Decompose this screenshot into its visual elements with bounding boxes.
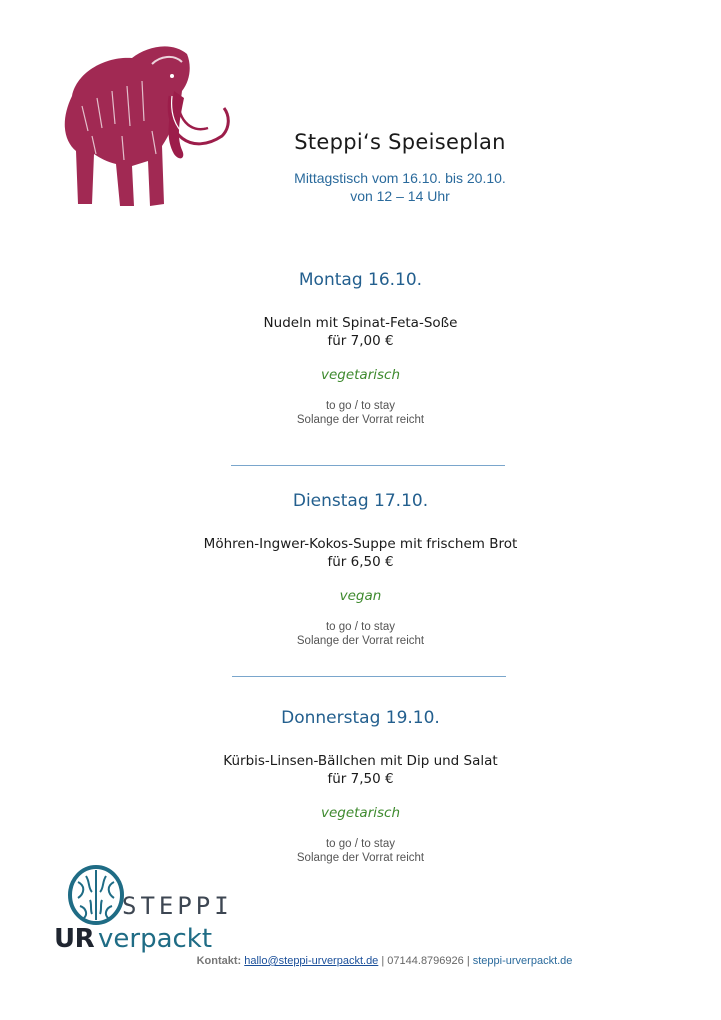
diet-label: vegetarisch xyxy=(320,367,401,383)
logo-text-steppi: STEPPI xyxy=(122,892,233,920)
day-title: Dienstag 17.10. xyxy=(292,491,429,511)
service-note: to go / to stay xyxy=(325,838,396,850)
availability-note: Solange der Vorrat reicht xyxy=(296,852,425,864)
logo-text-verpackt: verpackt xyxy=(98,924,213,954)
availability-note: Solange der Vorrat reicht xyxy=(296,414,425,426)
day-title: Montag 16.10. xyxy=(298,270,423,290)
dish-price: für 7,00 € xyxy=(327,333,394,349)
contact-phone: 07144.8796926 xyxy=(387,955,464,967)
availability-note: Solange der Vorrat reicht xyxy=(296,635,425,647)
contact-footer xyxy=(0,955,721,967)
website-link[interactable]: steppi-urverpackt.de xyxy=(472,955,573,967)
service-note: to go / to stay xyxy=(325,400,396,412)
day-title: Donnerstag 19.10. xyxy=(281,708,440,728)
logo-text-ur: UR xyxy=(54,924,95,954)
section-divider xyxy=(232,676,506,677)
footer-separator: | xyxy=(463,955,473,967)
diet-label: vegan xyxy=(339,588,382,604)
subtitle-hours: von 12 – 14 Uhr xyxy=(350,188,450,204)
day-section-montag xyxy=(0,270,721,427)
contact-email-link[interactable]: hallo@steppi-urverpackt.de xyxy=(244,955,379,967)
footer-separator: | xyxy=(378,955,388,967)
service-note: to go / to stay xyxy=(325,621,396,633)
subtitle-dates: Mittagstisch vom 16.10. bis 20.10. xyxy=(294,170,506,186)
walnut-icon xyxy=(64,864,128,926)
dish-name: Möhren-Ingwer-Kokos-Suppe mit frischem Brot xyxy=(203,536,518,552)
dish-name: Kürbis-Linsen-Bällchen mit Dip und Salat xyxy=(223,753,498,769)
day-section-dienstag xyxy=(0,491,721,648)
contact-label: Kontakt: xyxy=(196,955,245,967)
brand-logo xyxy=(52,862,233,958)
dish-name: Nudeln mit Spinat-Feta-Soße xyxy=(263,315,458,331)
day-section-donnerstag xyxy=(0,708,721,865)
section-divider xyxy=(231,465,505,466)
dish-price: für 7,50 € xyxy=(327,771,394,787)
dish-price: für 6,50 € xyxy=(327,554,394,570)
diet-label: vegetarisch xyxy=(320,805,401,821)
page-title: Steppi‘s Speiseplan xyxy=(294,130,506,154)
